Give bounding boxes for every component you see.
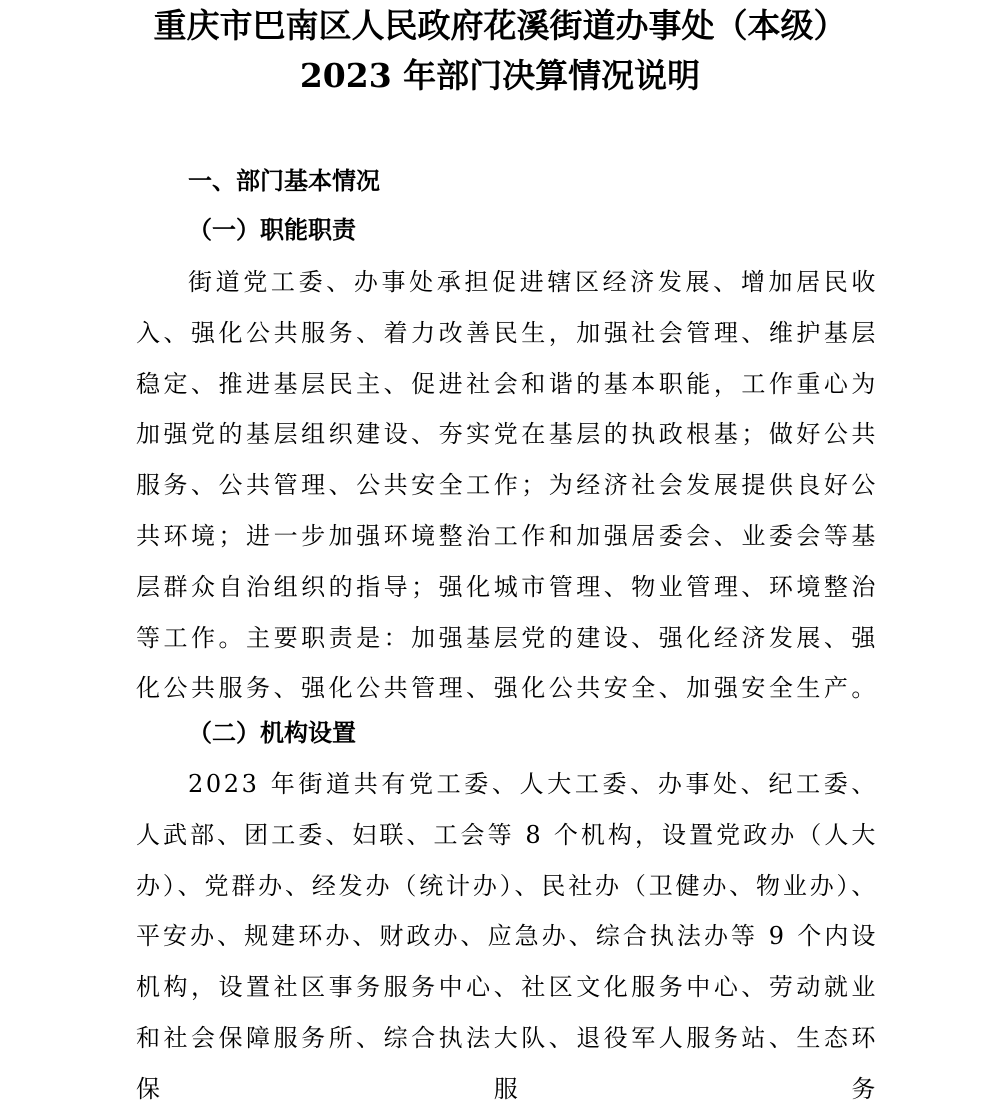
functions-paragraph: 街道党工委、办事处承担促进辖区经济发展、增加居民收入、强化公共服务、着力改善民生，加强社会管理、维护基层稳定、推进基层民主、促进社会和谐的基本职能，工作重心为加强党的基层组织建设、夯实党在基层的执政根基；做好公共服务、公共管理、公共安全工作；为经济社会发展提供良好公共环境；进一步加强环境整治工作和加强居委会、业委会等基层群众自治组织的指导；强化城市管理、物业管理、环境整治等工作。主要职责是：加强基层党的建设、强化经济发展、强化公共服务、强化公共管理、强化公共安全、加强安全生产。 — [136, 268, 878, 703]
subsection-heading-organization: （二）机构设置 — [188, 718, 356, 747]
section-heading-basic-info: 一、部门基本情况 — [188, 166, 380, 195]
document-title-line-2: 2023 年部门决算情况说明 — [299, 56, 701, 95]
document-title-line-1: 重庆市巴南区人民政府花溪街道办事处（本级） — [153, 6, 847, 45]
subsection-heading-functions: （一）职能职责 — [188, 215, 356, 244]
organization-paragraph: 2023 年街道共有党工委、人大工委、办事处、纪工委、人武部、团工委、妇联、工会等 8 个机构，设置党政办（人大办）、党群办、经发办（统计办）、民社办（卫健办、物业办）、平安办、规建环办、财政办、应急办、综合执法办等 9 个内设机构，设置社区事务服务中心、社区文化服务中心、劳动就业和社会保障服务所、综合执法大队、退役军人服务站、生态环保服务 — [136, 770, 878, 1103]
